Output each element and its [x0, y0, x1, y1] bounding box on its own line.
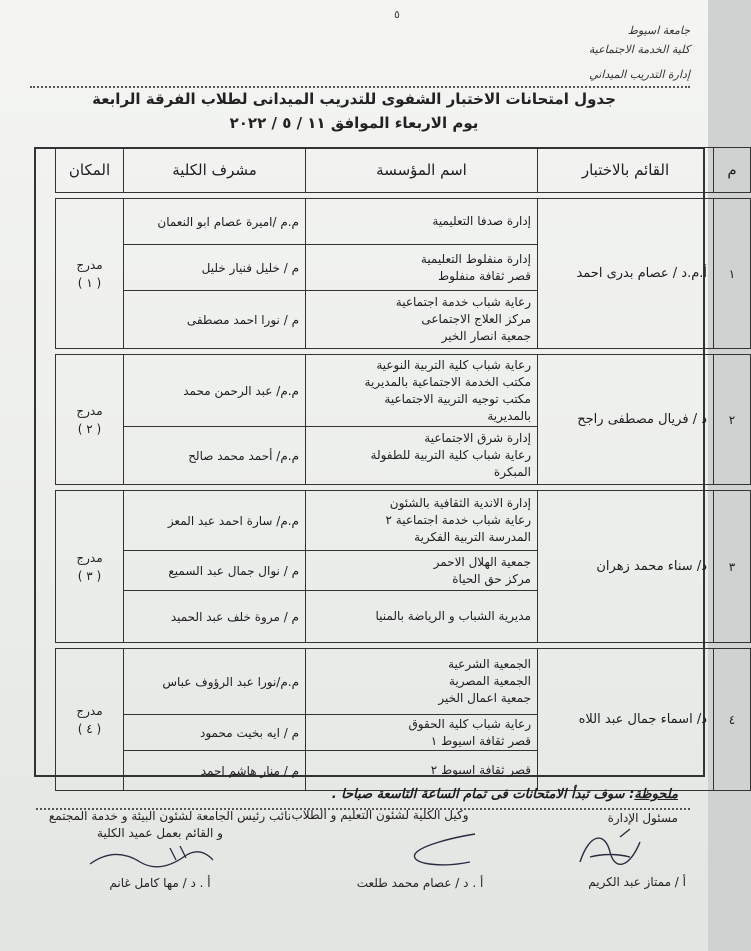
institution-cell [306, 427, 538, 485]
place-number: ( ٤ ) [77, 721, 102, 736]
institution-line: مركز حق الحياة [452, 571, 531, 586]
vp-title-line2: و القائم بعمل عميد الكلية [97, 826, 223, 840]
page-number: ٥ [394, 8, 400, 21]
row-number: ٤ [714, 649, 751, 791]
supervisor-cell: م / نوال جمال عبد السميع [124, 551, 306, 591]
supervisor-cell: م.م/ عبد الرحمن محمد [124, 355, 306, 427]
col-header-supervisor: مشرف الكلية [124, 148, 306, 193]
institution-line: الجمعية المصرية [448, 674, 531, 688]
vp-signature [80, 840, 220, 876]
col-header-institution: اسم المؤسسة [306, 148, 538, 193]
col-header-place: المكان [56, 148, 124, 193]
institution-line: إدارة منفلوط التعليمية [420, 251, 531, 266]
row-number: ١ [714, 199, 751, 349]
place-label: مدرج [76, 550, 103, 565]
vice-dean-name: أ . د / عصام محمد طلعت [356, 876, 484, 890]
place-number: ( ٢ ) [77, 421, 102, 436]
institution-line: إدارة الاندية الثقافية بالشئون [389, 496, 531, 510]
institution-cell [306, 715, 538, 751]
table-row [56, 649, 751, 715]
institution-line: رعاية شباب كلية التربية النوعية [376, 357, 531, 372]
supervisor-cell: م.م/نورا عبد الرؤوف عباس [124, 649, 306, 715]
exam-schedule-table [55, 147, 751, 791]
note-label: ملحوظة [634, 787, 678, 802]
table-header-row [56, 148, 751, 193]
vice-dean-signature [380, 826, 490, 872]
supervisor-cell: م / نورا احمد مصطفى [124, 291, 306, 349]
institution-cell [306, 355, 538, 427]
institution-cell [306, 245, 538, 291]
place-cell [56, 649, 124, 791]
institution-line: جمعية اعمال الخير [438, 691, 531, 705]
row-number: ٣ [714, 491, 751, 643]
place-cell [56, 199, 124, 349]
institution-line: إدارة شرق الاجتماعية [424, 431, 531, 445]
col-header-num: م [714, 148, 751, 193]
place-label: مدرج [76, 257, 103, 272]
institution-line: قصر ثقافة اسيوط ٢ [430, 763, 531, 777]
institution-line: جمعية الهلال الاحمر [433, 554, 531, 569]
institution-cell [306, 491, 538, 551]
institution-line: رعاية شباب كلية التربية للطفولة [370, 448, 531, 462]
institution-line: المبكرة [493, 465, 531, 479]
examiner-cell: أ.م.د / عصام بدرى احمد [538, 199, 714, 349]
place-cell [56, 355, 124, 485]
note-text: : سوف تبدأ الامتحانات فى تمام الساعة التاسعة صباحا . [331, 787, 635, 802]
institution-line: مكتب الخدمة الاجتماعية بالمديرية [364, 374, 531, 389]
examiner-cell: د/ اسماء جمال عبد اللاه [538, 649, 714, 791]
institution-line: رعاية شباب خدمة اجتماعية ٢ [385, 513, 531, 527]
examiner-cell: د/ سناء محمد زهران [538, 491, 714, 643]
admin-name: أ / ممتاز عبد الكريم [588, 875, 686, 889]
institution-cell [306, 291, 538, 349]
supervisor-cell: م.م/ أحمد محمد صالح [124, 427, 306, 485]
institution-line: رعاية شباب خدمة اجتماعية [395, 295, 531, 309]
document-date: يوم الاربعاء الموافق ١١ / ٥ / ٢٠٢٢ [229, 114, 479, 132]
institution-line: بالمديرية [487, 408, 531, 423]
institution-line: رعاية شباب كلية الحقوق [408, 716, 531, 731]
table-row [56, 199, 751, 245]
institution-line: قصر ثقافة اسيوط ١ [430, 733, 531, 748]
institution-line: قصر ثقافة منفلوط [437, 268, 531, 283]
table-row [56, 355, 751, 427]
institution-cell [306, 751, 538, 791]
institution-line: جمعية انصار الخير [441, 329, 531, 343]
table-row [56, 491, 751, 551]
place-number: ( ١ ) [77, 275, 102, 290]
institution-line: مكتب توجيه التربية الاجتماعية [384, 391, 531, 406]
institution-line: المدرسة التربية الفكرية [414, 530, 531, 544]
institution-cell [306, 199, 538, 245]
note [332, 787, 678, 802]
institution-line: مديرية الشباب و الرياضة بالمنيا [375, 609, 531, 623]
faculty-name: كلية الخدمة الاجتماعية [588, 43, 690, 56]
vp-name: أ . د / مها كامل غانم [109, 876, 211, 890]
place-label: مدرج [76, 403, 103, 418]
supervisor-cell: م / خليل فنيار خليل [124, 245, 306, 291]
place-number: ( ٣ ) [77, 568, 102, 583]
institution-cell [306, 591, 538, 643]
document-title: جدول امتحانات الاختبار الشفوى للتدريب الميدانى لطلاب الفرقة الرابعة [92, 90, 616, 108]
institution-cell [306, 551, 538, 591]
admin-signature [560, 822, 670, 872]
university-name: جامعة اسيوط [627, 24, 690, 37]
supervisor-cell: م.م/ سارة احمد عبد المعز [124, 491, 306, 551]
supervisor-cell: م / ايه بخيت محمود [124, 715, 306, 751]
admin-title: مسئول الإدارة [607, 811, 678, 825]
supervisor-cell: م / مروة خلف عبد الحميد [124, 591, 306, 643]
institution-line: مركز العلاج الاجتماعى [421, 312, 531, 326]
institution-line: إدارة صدفا التعليمية [432, 214, 531, 228]
institution-cell [306, 649, 538, 715]
department-name: إدارة التدريب الميداني [589, 68, 690, 81]
institution-line: الجمعية الشرعية [448, 657, 531, 671]
supervisor-cell: م / منار هاشم احمد [124, 751, 306, 791]
col-header-examiner: القائم بالاختبار [538, 148, 714, 193]
vice-dean-title: وكيل الكلية لشئون التعليم و الطلاب [291, 808, 469, 822]
vp-title-line1: نائب رئيس الجامعة لشئون البيئة و خدمة المجتمع [48, 809, 292, 823]
examiner-cell: د / فريال مصطفى راجح [538, 355, 714, 485]
place-cell [56, 491, 124, 643]
supervisor-cell: م.م /اميرة عصام ابو النعمان [124, 199, 306, 245]
place-label: مدرج [76, 703, 103, 718]
row-number: ٢ [714, 355, 751, 485]
header-divider [30, 86, 690, 88]
